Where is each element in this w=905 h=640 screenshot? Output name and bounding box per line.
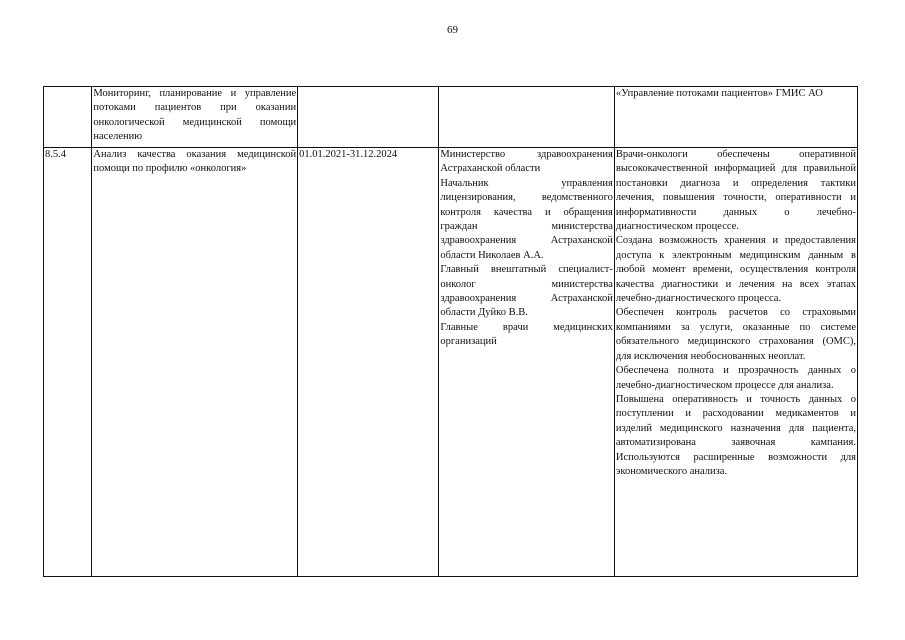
responsible-line: Главные врачи медицинских организаций (440, 321, 613, 348)
result-paragraph: Обеспечен контроль расчетов со страховыми компаниями за услуги, оказанные по системе обязательного медицинского страхования (ОМС), для исключения необоснованных неоплат. (615, 307, 856, 362)
cell-name: Анализ качества оказания медицинской помощи по профилю «онкология» (92, 148, 298, 577)
responsible-line: Главный внештатный специалист-онколог министерства здравоохранения Астраханской области Дуйко В.В. (440, 264, 613, 319)
result-paragraph: Повышена оперативность и точность данных о поступлении и расходовании медикаментов и изделий медицинского назначения для пациента, автоматизирована заявочная кампания. Используются расширенные возможности для экономического анализа. (615, 393, 856, 477)
cell-responsible (439, 148, 615, 577)
result-paragraph: Обеспечена полнота и прозрачность данных о лечебно-диагностическом процессе для анализа. (615, 365, 856, 391)
cell-period (298, 87, 439, 148)
cell-number: 8.5.4 (44, 148, 92, 577)
cell-result: «Управление потоками пациентов» ГМИС АО (614, 87, 857, 148)
table-row-8-5-4 (44, 148, 858, 577)
responsible-line: Начальник управления лицензирования, ведомственного контроля качества и обращения граждан министерства здравоохранения Астраханской области Николаев А.А. (440, 177, 613, 261)
responsible-line: Министерство здравоохранения Астраханской области (440, 149, 613, 175)
result-paragraph: Врачи-онкологи обеспечены оперативной высококачественной информацией для правильной постановки диагноза и определения тактики лечения, повышения точности, оперативности и информативности данных о лечебно-диагностическом процессе. (615, 149, 856, 233)
cell-number (44, 87, 92, 148)
cell-result (614, 148, 857, 577)
plan-table (43, 86, 858, 577)
cell-period: 01.01.2021-31.12.2024 (298, 148, 439, 577)
table-row-continued (44, 87, 858, 148)
cell-responsible (439, 87, 615, 148)
page-number: 69 (447, 24, 458, 36)
cell-name: Мониторинг, планирование и управление потоками пациентов при оказании онкологической медицинской помощи населению (92, 87, 298, 148)
result-paragraph: Создана возможность хранения и предоставления доступа к электронным медицинским данным в любой момент времени, осуществления контроля качества диагностики и лечения на всех этапах лечебно-диагностического процесса. (615, 235, 856, 305)
